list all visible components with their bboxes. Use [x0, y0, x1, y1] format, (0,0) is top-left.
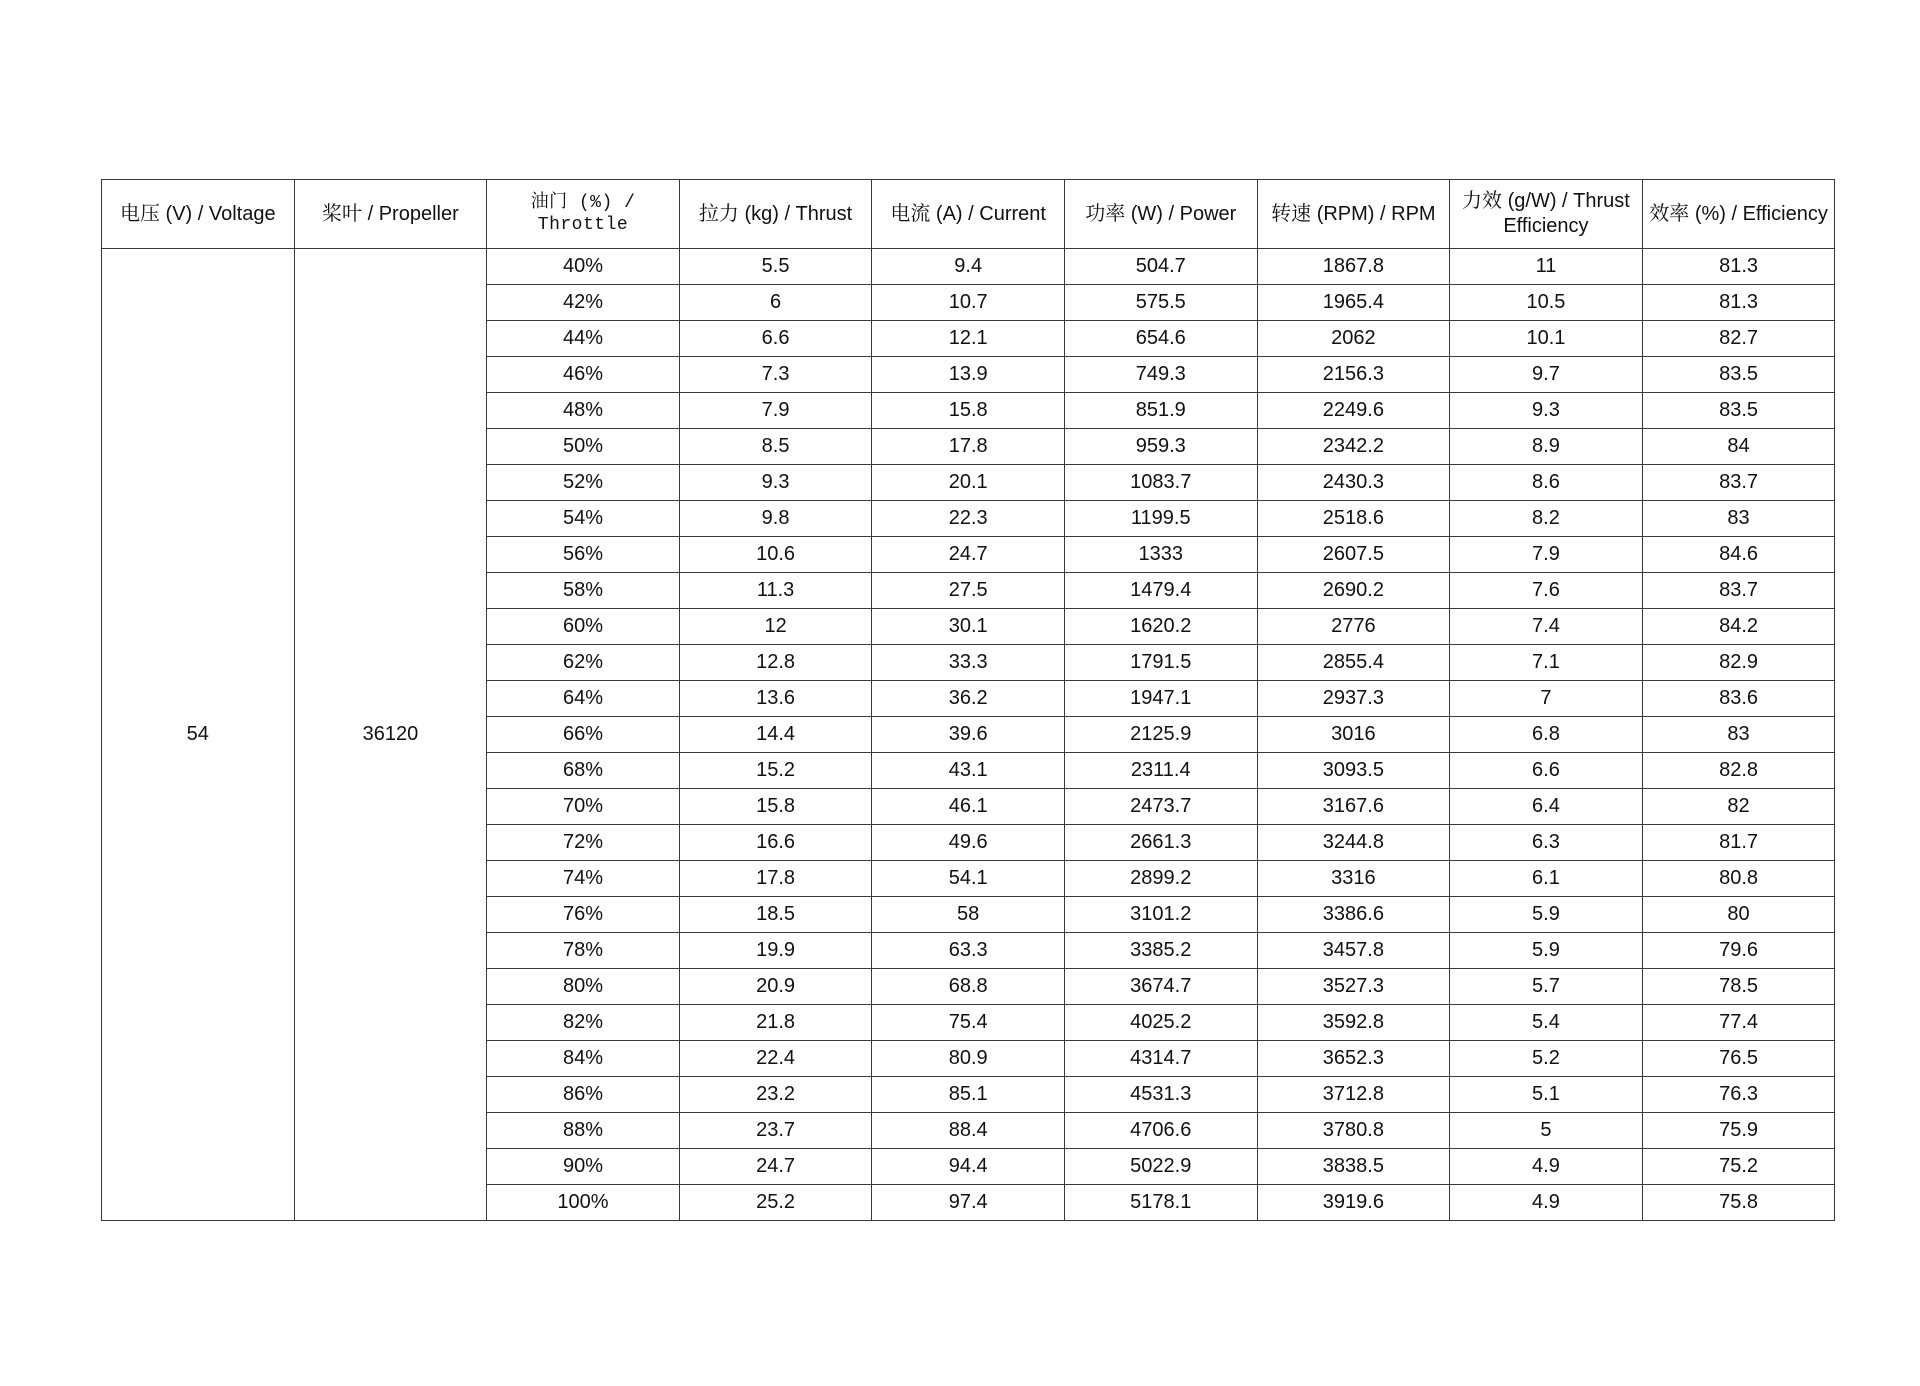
cell-power: 1947.1 [1064, 681, 1257, 717]
cell-thrust: 15.2 [679, 753, 872, 789]
cell-thrust: 11.3 [679, 573, 872, 609]
cell-thrust-efficiency: 5.9 [1450, 897, 1643, 933]
table-body [102, 249, 1835, 1221]
cell-thrust-efficiency: 5.4 [1450, 1005, 1643, 1041]
cell-thrust: 17.8 [679, 861, 872, 897]
cell-current: 94.4 [872, 1149, 1065, 1185]
cell-rpm: 3527.3 [1257, 969, 1450, 1005]
cell-throttle: 66% [487, 717, 680, 753]
cell-throttle: 52% [487, 465, 680, 501]
cell-efficiency: 82.8 [1642, 753, 1835, 789]
cell-throttle: 54% [487, 501, 680, 537]
cell-current: 43.1 [872, 753, 1065, 789]
cell-thrust-efficiency: 6.3 [1450, 825, 1643, 861]
cell-power: 851.9 [1064, 393, 1257, 429]
cell-rpm: 3919.6 [1257, 1185, 1450, 1221]
header-power: 功率 (W) / Power [1064, 180, 1257, 249]
cell-thrust: 8.5 [679, 429, 872, 465]
cell-power: 5022.9 [1064, 1149, 1257, 1185]
cell-thrust-efficiency: 7.4 [1450, 609, 1643, 645]
cell-throttle: 62% [487, 645, 680, 681]
cell-power: 575.5 [1064, 285, 1257, 321]
cell-power: 5178.1 [1064, 1185, 1257, 1221]
cell-thrust-efficiency: 10.5 [1450, 285, 1643, 321]
cell-rpm: 2855.4 [1257, 645, 1450, 681]
cell-thrust: 5.5 [679, 249, 872, 285]
cell-power: 654.6 [1064, 321, 1257, 357]
cell-efficiency: 76.3 [1642, 1077, 1835, 1113]
cell-thrust-efficiency: 8.9 [1450, 429, 1643, 465]
cell-thrust: 15.8 [679, 789, 872, 825]
cell-throttle: 68% [487, 753, 680, 789]
cell-throttle: 86% [487, 1077, 680, 1113]
cell-efficiency: 81.3 [1642, 249, 1835, 285]
cell-current: 30.1 [872, 609, 1065, 645]
cell-efficiency: 79.6 [1642, 933, 1835, 969]
cell-current: 68.8 [872, 969, 1065, 1005]
cell-current: 9.4 [872, 249, 1065, 285]
cell-thrust-efficiency: 5.1 [1450, 1077, 1643, 1113]
cell-rpm: 3457.8 [1257, 933, 1450, 969]
cell-thrust-efficiency: 7.1 [1450, 645, 1643, 681]
cell-efficiency: 81.3 [1642, 285, 1835, 321]
cell-rpm: 3838.5 [1257, 1149, 1450, 1185]
cell-rpm: 3167.6 [1257, 789, 1450, 825]
cell-thrust-efficiency: 6.1 [1450, 861, 1643, 897]
cell-current: 97.4 [872, 1185, 1065, 1221]
cell-current: 17.8 [872, 429, 1065, 465]
cell-rpm: 2062 [1257, 321, 1450, 357]
cell-throttle: 72% [487, 825, 680, 861]
cell-current: 46.1 [872, 789, 1065, 825]
cell-current: 22.3 [872, 501, 1065, 537]
header-current: 电流 (A) / Current [872, 180, 1065, 249]
cell-rpm: 3592.8 [1257, 1005, 1450, 1041]
cell-efficiency: 82.7 [1642, 321, 1835, 357]
cell-throttle: 82% [487, 1005, 680, 1041]
cell-thrust: 7.3 [679, 357, 872, 393]
cell-voltage: 54 [102, 249, 295, 1221]
cell-power: 1333 [1064, 537, 1257, 573]
cell-rpm: 2518.6 [1257, 501, 1450, 537]
cell-throttle: 60% [487, 609, 680, 645]
cell-power: 2311.4 [1064, 753, 1257, 789]
cell-throttle: 90% [487, 1149, 680, 1185]
cell-efficiency: 83.7 [1642, 573, 1835, 609]
cell-rpm: 2249.6 [1257, 393, 1450, 429]
cell-thrust: 16.6 [679, 825, 872, 861]
cell-current: 10.7 [872, 285, 1065, 321]
cell-thrust: 14.4 [679, 717, 872, 753]
cell-power: 4314.7 [1064, 1041, 1257, 1077]
cell-efficiency: 83 [1642, 501, 1835, 537]
cell-thrust-efficiency: 9.3 [1450, 393, 1643, 429]
cell-power: 3385.2 [1064, 933, 1257, 969]
cell-power: 2473.7 [1064, 789, 1257, 825]
cell-thrust-efficiency: 4.9 [1450, 1185, 1643, 1221]
cell-thrust-efficiency: 5.2 [1450, 1041, 1643, 1077]
cell-efficiency: 78.5 [1642, 969, 1835, 1005]
cell-efficiency: 83.7 [1642, 465, 1835, 501]
cell-current: 39.6 [872, 717, 1065, 753]
cell-efficiency: 83 [1642, 717, 1835, 753]
cell-throttle: 58% [487, 573, 680, 609]
header-row [102, 180, 1835, 249]
cell-rpm: 3386.6 [1257, 897, 1450, 933]
cell-thrust-efficiency: 7 [1450, 681, 1643, 717]
cell-rpm: 2430.3 [1257, 465, 1450, 501]
cell-thrust-efficiency: 10.1 [1450, 321, 1643, 357]
motor-test-table [101, 179, 1835, 1221]
header-voltage: 电压 (V) / Voltage [102, 180, 295, 249]
cell-current: 20.1 [872, 465, 1065, 501]
cell-thrust-efficiency: 4.9 [1450, 1149, 1643, 1185]
cell-throttle: 88% [487, 1113, 680, 1149]
cell-current: 75.4 [872, 1005, 1065, 1041]
cell-throttle: 80% [487, 969, 680, 1005]
cell-efficiency: 84 [1642, 429, 1835, 465]
cell-thrust: 6.6 [679, 321, 872, 357]
cell-efficiency: 84.2 [1642, 609, 1835, 645]
cell-throttle: 40% [487, 249, 680, 285]
cell-efficiency: 82.9 [1642, 645, 1835, 681]
cell-rpm: 2690.2 [1257, 573, 1450, 609]
cell-throttle: 84% [487, 1041, 680, 1077]
cell-current: 54.1 [872, 861, 1065, 897]
cell-efficiency: 83.5 [1642, 357, 1835, 393]
cell-power: 1479.4 [1064, 573, 1257, 609]
cell-power: 4531.3 [1064, 1077, 1257, 1113]
header-propeller: 桨叶 / Propeller [294, 180, 487, 249]
cell-thrust: 19.9 [679, 933, 872, 969]
cell-throttle: 74% [487, 861, 680, 897]
cell-thrust: 7.9 [679, 393, 872, 429]
cell-throttle: 64% [487, 681, 680, 717]
cell-efficiency: 75.8 [1642, 1185, 1835, 1221]
cell-efficiency: 80.8 [1642, 861, 1835, 897]
cell-power: 1791.5 [1064, 645, 1257, 681]
cell-thrust: 9.3 [679, 465, 872, 501]
header-thrust: 拉力 (kg) / Thrust [679, 180, 872, 249]
cell-throttle: 70% [487, 789, 680, 825]
cell-throttle: 50% [487, 429, 680, 465]
cell-thrust: 23.2 [679, 1077, 872, 1113]
cell-power: 2899.2 [1064, 861, 1257, 897]
cell-power: 3674.7 [1064, 969, 1257, 1005]
cell-efficiency: 83.5 [1642, 393, 1835, 429]
cell-efficiency: 83.6 [1642, 681, 1835, 717]
cell-efficiency: 81.7 [1642, 825, 1835, 861]
cell-power: 4025.2 [1064, 1005, 1257, 1041]
cell-power: 1620.2 [1064, 609, 1257, 645]
cell-efficiency: 84.6 [1642, 537, 1835, 573]
cell-rpm: 1965.4 [1257, 285, 1450, 321]
cell-rpm: 2342.2 [1257, 429, 1450, 465]
cell-thrust-efficiency: 8.2 [1450, 501, 1643, 537]
cell-current: 15.8 [872, 393, 1065, 429]
cell-rpm: 2937.3 [1257, 681, 1450, 717]
cell-thrust: 6 [679, 285, 872, 321]
cell-throttle: 76% [487, 897, 680, 933]
cell-power: 2125.9 [1064, 717, 1257, 753]
cell-rpm: 2776 [1257, 609, 1450, 645]
cell-rpm: 3780.8 [1257, 1113, 1450, 1149]
cell-current: 13.9 [872, 357, 1065, 393]
cell-thrust-efficiency: 5.9 [1450, 933, 1643, 969]
cell-power: 3101.2 [1064, 897, 1257, 933]
cell-thrust: 12.8 [679, 645, 872, 681]
cell-efficiency: 75.2 [1642, 1149, 1835, 1185]
cell-power: 4706.6 [1064, 1113, 1257, 1149]
cell-current: 80.9 [872, 1041, 1065, 1077]
cell-current: 88.4 [872, 1113, 1065, 1149]
cell-efficiency: 75.9 [1642, 1113, 1835, 1149]
cell-thrust: 25.2 [679, 1185, 872, 1221]
cell-thrust: 12 [679, 609, 872, 645]
cell-thrust: 24.7 [679, 1149, 872, 1185]
cell-power: 749.3 [1064, 357, 1257, 393]
cell-power: 1199.5 [1064, 501, 1257, 537]
table-row [102, 249, 1835, 285]
cell-current: 24.7 [872, 537, 1065, 573]
cell-thrust: 21.8 [679, 1005, 872, 1041]
cell-throttle: 44% [487, 321, 680, 357]
table-header [102, 180, 1835, 249]
cell-current: 33.3 [872, 645, 1065, 681]
cell-rpm: 1867.8 [1257, 249, 1450, 285]
cell-thrust-efficiency: 5 [1450, 1113, 1643, 1149]
cell-thrust: 13.6 [679, 681, 872, 717]
cell-thrust-efficiency: 9.7 [1450, 357, 1643, 393]
cell-efficiency: 76.5 [1642, 1041, 1835, 1077]
cell-thrust-efficiency: 8.6 [1450, 465, 1643, 501]
cell-rpm: 3316 [1257, 861, 1450, 897]
cell-current: 58 [872, 897, 1065, 933]
cell-thrust: 20.9 [679, 969, 872, 1005]
cell-throttle: 56% [487, 537, 680, 573]
cell-thrust: 10.6 [679, 537, 872, 573]
cell-propeller: 36120 [294, 249, 487, 1221]
cell-throttle: 48% [487, 393, 680, 429]
cell-thrust: 22.4 [679, 1041, 872, 1077]
cell-power: 959.3 [1064, 429, 1257, 465]
cell-thrust-efficiency: 6.8 [1450, 717, 1643, 753]
cell-efficiency: 82 [1642, 789, 1835, 825]
cell-thrust-efficiency: 7.9 [1450, 537, 1643, 573]
header-thrust-efficiency: 力效 (g/W) / Thrust Efficiency [1450, 180, 1643, 249]
header-efficiency: 效率 (%) / Efficiency [1642, 180, 1835, 249]
cell-rpm: 2607.5 [1257, 537, 1450, 573]
cell-rpm: 3712.8 [1257, 1077, 1450, 1113]
cell-thrust-efficiency: 6.4 [1450, 789, 1643, 825]
cell-thrust: 18.5 [679, 897, 872, 933]
cell-rpm: 3244.8 [1257, 825, 1450, 861]
cell-thrust-efficiency: 5.7 [1450, 969, 1643, 1005]
cell-power: 2661.3 [1064, 825, 1257, 861]
cell-power: 504.7 [1064, 249, 1257, 285]
cell-current: 49.6 [872, 825, 1065, 861]
cell-thrust: 23.7 [679, 1113, 872, 1149]
cell-throttle: 42% [487, 285, 680, 321]
cell-thrust-efficiency: 6.6 [1450, 753, 1643, 789]
cell-power: 1083.7 [1064, 465, 1257, 501]
cell-throttle: 78% [487, 933, 680, 969]
cell-efficiency: 80 [1642, 897, 1835, 933]
cell-current: 85.1 [872, 1077, 1065, 1113]
cell-efficiency: 77.4 [1642, 1005, 1835, 1041]
header-rpm: 转速 (RPM) / RPM [1257, 180, 1450, 249]
cell-current: 27.5 [872, 573, 1065, 609]
cell-thrust: 9.8 [679, 501, 872, 537]
cell-rpm: 3016 [1257, 717, 1450, 753]
cell-rpm: 3652.3 [1257, 1041, 1450, 1077]
cell-throttle: 100% [487, 1185, 680, 1221]
cell-rpm: 2156.3 [1257, 357, 1450, 393]
cell-thrust-efficiency: 11 [1450, 249, 1643, 285]
cell-throttle: 46% [487, 357, 680, 393]
cell-current: 36.2 [872, 681, 1065, 717]
cell-rpm: 3093.5 [1257, 753, 1450, 789]
cell-current: 63.3 [872, 933, 1065, 969]
cell-thrust-efficiency: 7.6 [1450, 573, 1643, 609]
cell-current: 12.1 [872, 321, 1065, 357]
header-throttle: 油门 (%) / Throttle [487, 180, 680, 249]
